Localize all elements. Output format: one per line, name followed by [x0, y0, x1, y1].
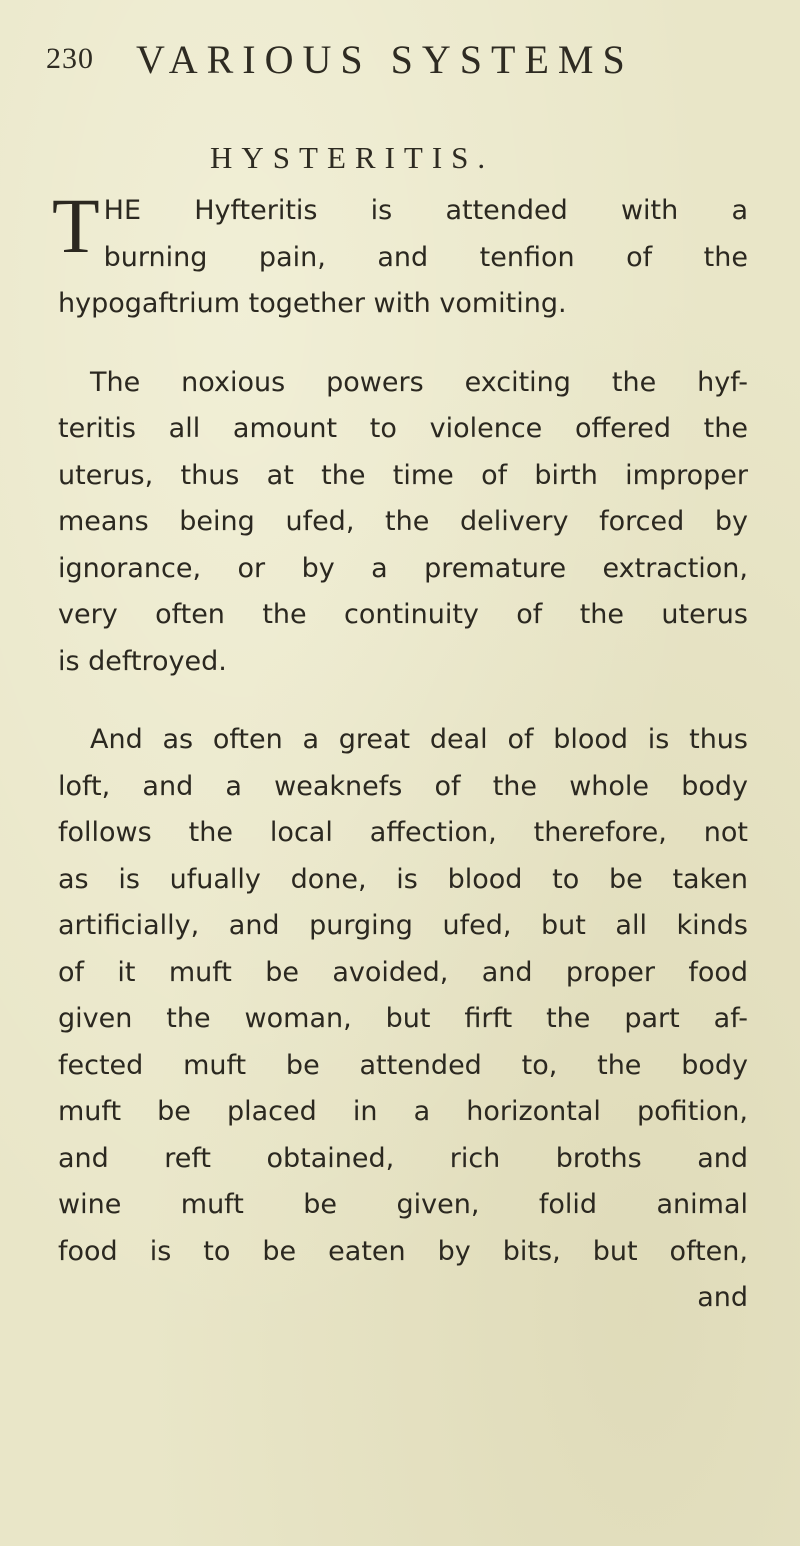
text-line: muft be placed in a horizontal pofition,: [58, 1096, 748, 1127]
text-line: of it muft be avoided, and proper food: [58, 956, 748, 988]
paragraph-2: [58, 360, 748, 686]
paragraph-1: [52, 182, 748, 328]
text-line: HE Hyfteritis is attended with a: [103, 195, 748, 226]
running-title: VARIOUS SYSTEMS: [136, 37, 634, 82]
text-line: very often the continuity of the uterus: [58, 599, 748, 630]
section-title: HYSTERITIS.: [210, 140, 495, 175]
text-line: teritis all amount to violence offered the: [58, 413, 748, 444]
text-line: uterus, thus at the time of birth improper: [58, 459, 748, 491]
paragraph-3: [58, 717, 748, 1322]
text-line: given the woman, but firft the part af-: [58, 1003, 748, 1034]
text-line: hypogaftrium together with vomiting.: [58, 288, 567, 319]
text-line: ignorance, or by a premature extraction,: [58, 552, 748, 584]
text-line: means being ufed, the delivery forced by: [58, 506, 748, 537]
text-line: And as often a great deal of blood is thus: [90, 724, 748, 755]
body-text: [52, 182, 748, 1322]
page-number: 230: [46, 42, 94, 75]
text-line: food is to be eaten by bits, but often,: [58, 1235, 748, 1267]
text-line: fected muft be attended to, the body: [58, 1049, 748, 1081]
text-line: The noxious powers exciting the hyf-: [90, 366, 748, 398]
text-line: artificially, and purging ufed, but all kinds: [58, 910, 748, 941]
text-line: burning pain, and tenfion of the: [103, 241, 748, 273]
catchword: and: [697, 1282, 748, 1313]
text-line: follows the local affection, therefore, not: [58, 817, 748, 848]
text-line: and reft obtained, rich broths and: [58, 1142, 748, 1174]
text-line: loft, and a weaknefs of the whole body: [58, 770, 748, 802]
drop-cap: T: [52, 182, 100, 269]
running-head: [46, 36, 766, 82]
text-line: wine muft be given, folid animal: [58, 1189, 748, 1220]
text-line: is deftroyed.: [58, 645, 227, 677]
text-line: as is ufually done, is blood to be taken: [58, 863, 748, 895]
